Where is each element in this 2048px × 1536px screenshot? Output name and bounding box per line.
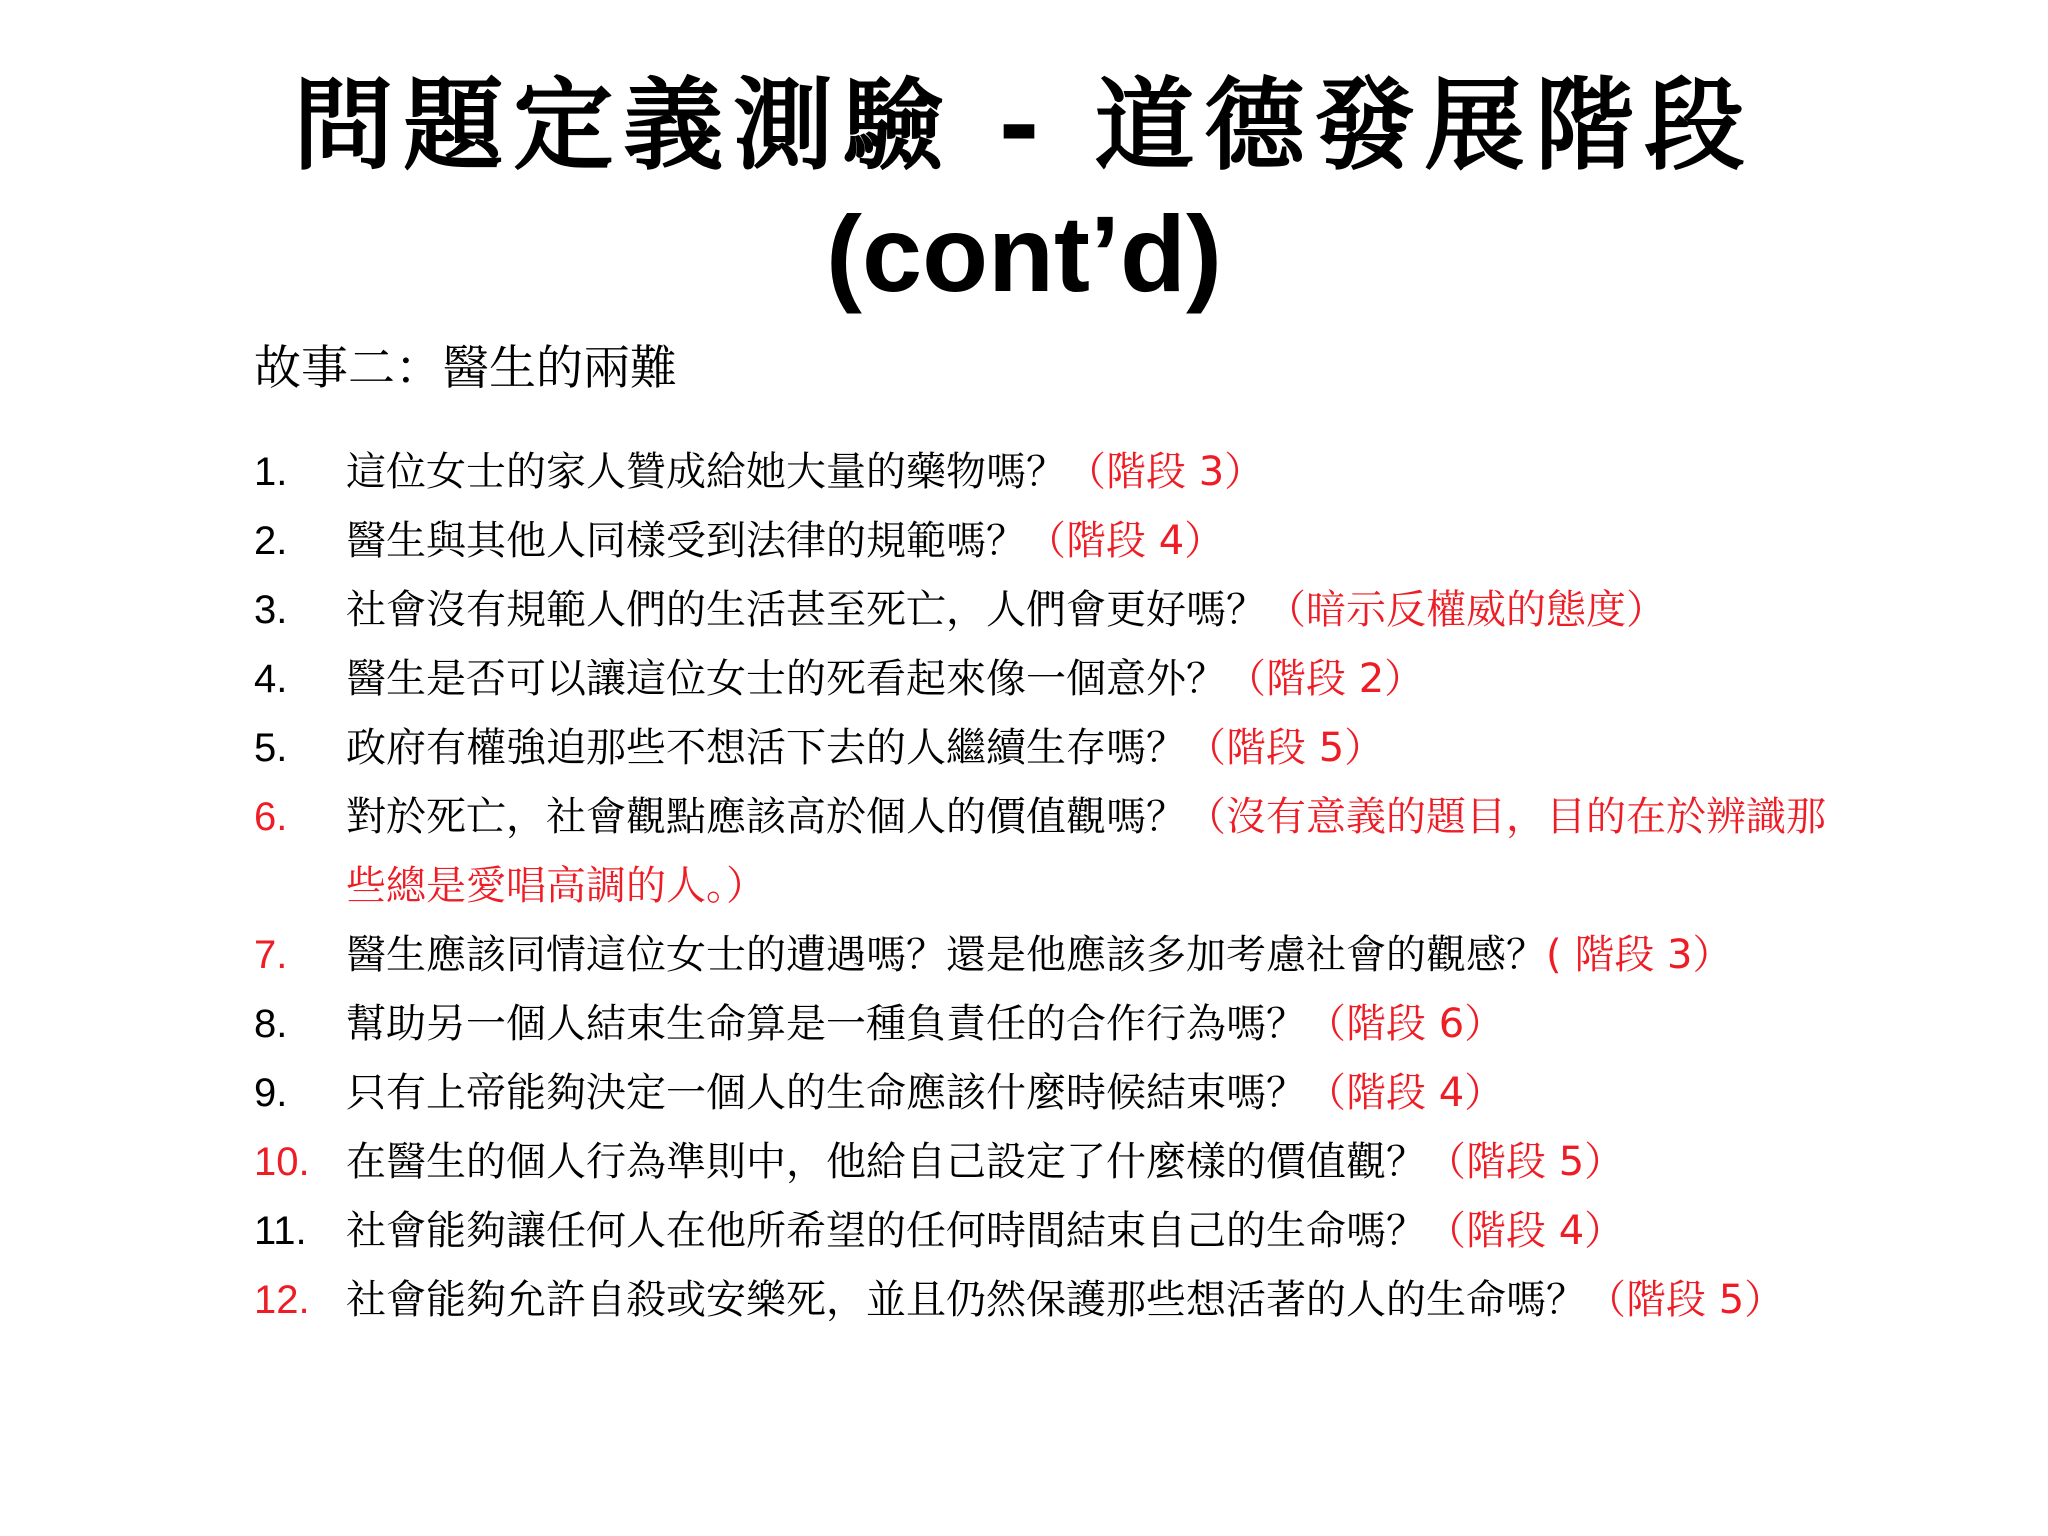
- stage-note: （階段 5）: [1426, 1139, 1625, 1185]
- question-list: [254, 438, 1854, 1335]
- stage-note: （階段 4）: [1306, 1070, 1505, 1116]
- list-item: [254, 921, 1854, 990]
- question-number: 4.: [254, 657, 288, 701]
- list-item: [254, 990, 1854, 1059]
- question-text: 這位女士的家人贊成給她大量的藥物嗎？: [346, 449, 1066, 495]
- stage-note: （暗示反權威的態度）: [1266, 587, 1666, 633]
- list-item: [254, 1128, 1854, 1197]
- title-line-2: (cont’d): [826, 193, 1222, 314]
- list-item: [254, 576, 1854, 645]
- question-number: 8.: [254, 1002, 288, 1046]
- list-item: [254, 1197, 1854, 1266]
- question-number: 6.: [254, 795, 288, 839]
- list-item: [254, 645, 1854, 714]
- question-text: 醫生是否可以讓這位女士的死看起來像一個意外？: [346, 656, 1226, 702]
- list-item: [254, 783, 1854, 921]
- question-text: 對於死亡，社會觀點應該高於個人的價值觀嗎？: [346, 794, 1186, 840]
- question-number: 12.: [254, 1278, 310, 1322]
- question-text: 社會能夠讓任何人在他所希望的任何時間結束自己的生命嗎？: [346, 1208, 1426, 1254]
- stage-note: ( 階段 3）: [1546, 932, 1733, 978]
- question-text: 醫生與其他人同樣受到法律的規範嗎？: [346, 518, 1026, 564]
- question-text: 政府有權強迫那些不想活下去的人繼續生存嗎？: [346, 725, 1186, 771]
- list-item: [254, 1266, 1854, 1335]
- question-number: 3.: [254, 588, 288, 632]
- list-item: [254, 438, 1854, 507]
- question-text: 在醫生的個人行為準則中，他給自己設定了什麼樣的價值觀？: [346, 1139, 1426, 1185]
- question-text: 只有上帝能夠決定一個人的生命應該什麼時候結束嗎？: [346, 1070, 1306, 1116]
- stage-note: （階段 5）: [1186, 725, 1385, 771]
- question-number: 5.: [254, 726, 288, 770]
- question-number: 10.: [254, 1140, 310, 1184]
- question-number: 11.: [254, 1209, 307, 1253]
- stage-note: （階段 4）: [1026, 518, 1225, 564]
- slide-title: [0, 62, 2048, 318]
- question-text: 社會能夠允許自殺或安樂死，並且仍然保護那些想活著的人的生命嗎？: [346, 1277, 1586, 1323]
- list-item: [254, 1059, 1854, 1128]
- stage-note: （階段 5）: [1586, 1277, 1785, 1323]
- question-text: 社會沒有規範人們的生活甚至死亡，人們會更好嗎？: [346, 587, 1266, 633]
- question-number: 1.: [254, 450, 288, 494]
- question-number: 7.: [254, 933, 288, 977]
- stage-note: （階段 4）: [1426, 1208, 1625, 1254]
- stage-note: （沒有意義的題目，目的在於辨識那些總是愛唱高調的人。）: [346, 794, 1826, 909]
- question-text: 幫助另一個人結束生命算是一種負責任的合作行為嗎？: [346, 1001, 1306, 1047]
- stage-note: （階段 2）: [1226, 656, 1425, 702]
- question-text: 醫生應該同情這位女士的遭遇嗎？還是他應該多加考慮社會的觀感？: [346, 932, 1546, 978]
- stage-note: （階段 3）: [1066, 449, 1265, 495]
- question-number: 2.: [254, 519, 288, 563]
- story-subtitle: 故事二：醫生的兩難: [254, 341, 677, 396]
- question-number: 9.: [254, 1071, 288, 1115]
- title-line-1: 問題定義測驗 - 道德發展階段: [293, 67, 1755, 184]
- stage-note: （階段 6）: [1306, 1001, 1505, 1047]
- list-item: [254, 714, 1854, 783]
- list-item: [254, 507, 1854, 576]
